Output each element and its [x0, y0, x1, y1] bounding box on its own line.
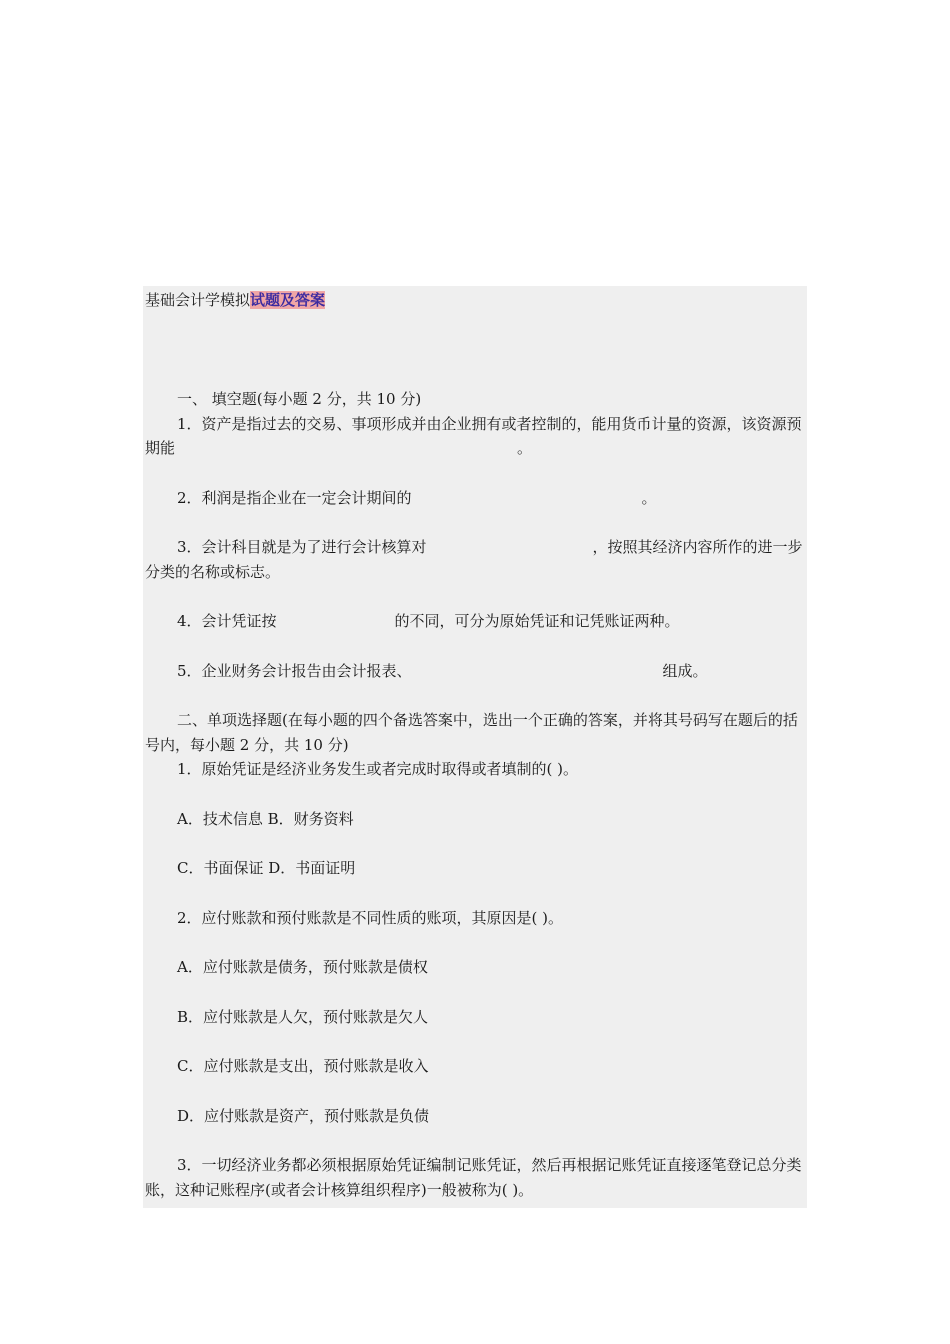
choice-question-2-option-b: B．应付账款是人欠，预付账款是欠人	[177, 1007, 429, 1026]
section1-heading: 一、 填空题(每小题 2 分，共 10 分)	[177, 390, 422, 408]
choice-question-2-option-c: C．应付账款是支出，预付账款是收入	[177, 1057, 429, 1075]
fill-question-4: 4．会计凭证按 的不同，可分为原始凭证和记凭账证两种。	[177, 612, 680, 630]
choice-question-2-option-d: D．应付账款是资产，预付账款是负债	[177, 1106, 430, 1125]
choice-question-1: 1．原始凭证是经济业务发生或者完成时取得或者填制的( )。	[177, 760, 579, 778]
title-text: 基础会计学模拟	[145, 291, 251, 309]
fill-question-3: 3．会计科目就是为了进行会计核算对 ，按照其经济内容所作的进一步分类的名称或标志。	[145, 538, 803, 581]
title-highlight: 试题及答案	[250, 291, 326, 309]
fill-question-1: 1．资产是指过去的交易、事项形成并由企业拥有或者控制的，能用货币计量的资源，该资源预期能 。	[145, 414, 802, 457]
choice-question-1-options-ab: A．技术信息 B．财务资料	[177, 809, 354, 828]
choice-question-2-option-a: A．应付账款是债务，预付账款是债权	[177, 958, 428, 976]
document-title	[145, 288, 325, 312]
choice-question-2: 2．应付账款和预付账款是不同性质的账项，其原因是( )。	[177, 908, 564, 927]
section2-heading: 二、单项选择题(在每小题的四个备选答案中，选出一个正确的答案，并将其号码写在题后的括号内，每小题 2 分，共 10 分)	[145, 711, 798, 754]
document-body	[145, 387, 805, 1202]
fill-question-2: 2．利润是指企业在一定会计期间的 。	[177, 488, 657, 507]
choice-question-3: 3．一切经济业务都必须根据原始凭证编制记账凭证，然后再根据记账凭证直接逐笔登记总分类账，这种记账程序(或者会计核算组织程序)一般被称为( )。	[145, 1156, 802, 1199]
choice-question-1-options-cd: C．书面保证 D．书面证明	[177, 859, 356, 877]
fill-question-5: 5．企业财务会计报告由会计报表、 组成。	[177, 661, 708, 680]
